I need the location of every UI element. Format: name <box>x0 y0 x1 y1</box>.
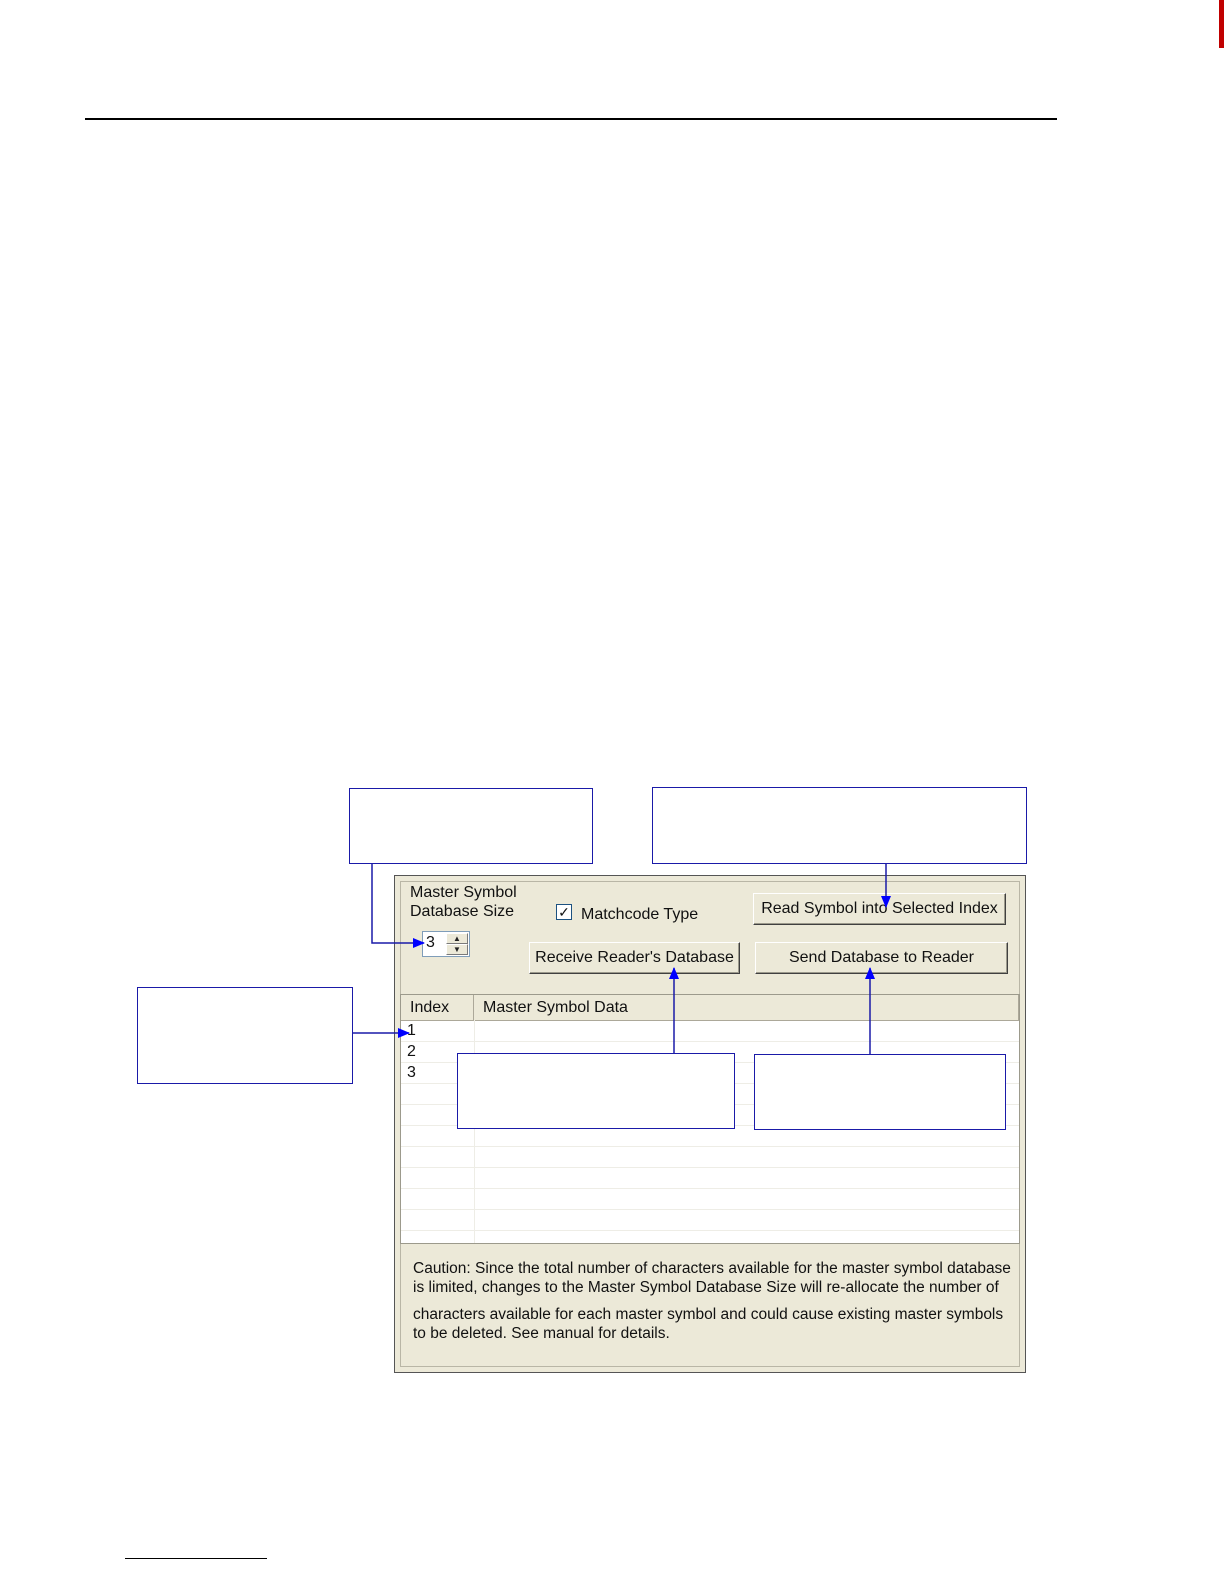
column-header-data[interactable]: Master Symbol Data <box>474 995 1019 1020</box>
matchcode-type-label[interactable]: Matchcode Type <box>581 906 699 923</box>
caution-paragraph-2: characters available for each master symbol and could cause existing master symbols to be deleted. See manual for details. <box>413 1306 1004 1342</box>
table-header <box>401 995 1019 1021</box>
callout-read-symbol <box>652 787 1027 864</box>
spinner-buttons <box>446 933 468 955</box>
spin-down-icon[interactable]: ▼ <box>446 944 468 955</box>
row-index: 2 <box>407 1043 416 1060</box>
matchcode-type-checkbox[interactable] <box>556 904 572 920</box>
caution-paragraph-1: Caution: Since the total number of characters available for the master symbol database is limited, changes to the Master Symbol Database Size will re-allocate the number of <box>413 1260 1011 1296</box>
receive-database-button[interactable]: Receive Reader's Database <box>529 942 740 974</box>
database-size-value[interactable]: 3 <box>426 934 435 951</box>
page-edge-marker <box>1219 0 1224 48</box>
send-database-button[interactable]: Send Database to Reader <box>755 942 1008 974</box>
caution-text <box>413 1259 1013 1343</box>
database-size-label-line1: Master Symbol <box>410 884 517 901</box>
empty-row <box>401 1189 1019 1210</box>
empty-row <box>401 1210 1019 1231</box>
row-index: 3 <box>407 1064 416 1081</box>
header-rule <box>85 118 1057 120</box>
column-header-index[interactable]: Index <box>401 995 474 1020</box>
empty-row <box>401 1168 1019 1189</box>
callout-send-database <box>754 1054 1006 1130</box>
read-symbol-button[interactable]: Read Symbol into Selected Index <box>753 893 1006 925</box>
checkmark-icon: ✓ <box>558 904 570 920</box>
empty-row <box>401 1147 1019 1168</box>
database-size-spinner[interactable] <box>422 931 470 957</box>
footer-rule <box>125 1558 267 1559</box>
row-index: 1 <box>407 1022 416 1039</box>
callout-database-size <box>349 788 593 864</box>
spin-up-icon[interactable]: ▲ <box>446 933 468 944</box>
database-size-label-line2: Database Size <box>410 903 515 920</box>
table-row[interactable] <box>401 1021 1019 1042</box>
callout-receive-database <box>457 1053 735 1129</box>
callout-index <box>137 987 353 1084</box>
